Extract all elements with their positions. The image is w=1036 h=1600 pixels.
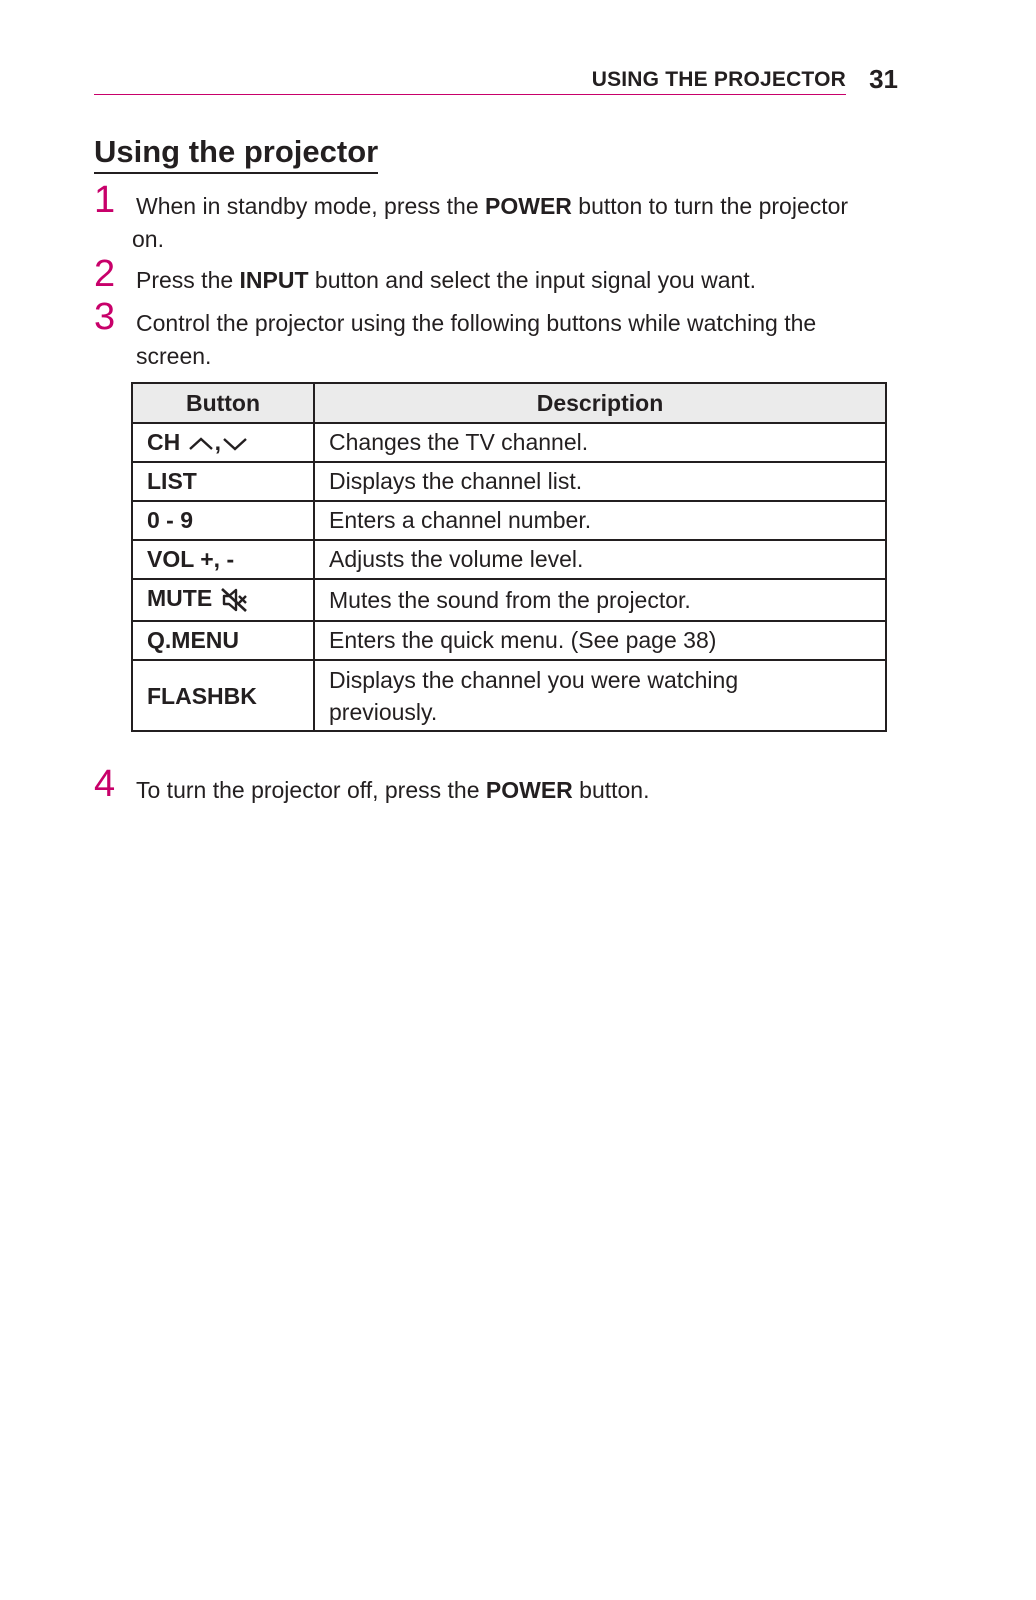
header-divider — [94, 94, 846, 95]
button-table — [131, 382, 887, 732]
step-text-pre: To turn the projector off, press the — [136, 777, 486, 803]
chevron-down-icon — [221, 434, 249, 454]
description-cell: Displays the channel list. — [314, 462, 886, 501]
page-title: Using the projector — [94, 134, 378, 174]
table-row — [132, 660, 886, 731]
header-section-title: USING THE PROJECTOR — [591, 68, 846, 91]
step-number: 2 — [94, 253, 116, 295]
description-cell: Mutes the sound from the projector. — [314, 579, 886, 621]
description-cell: Enters a channel number. — [314, 501, 886, 540]
button-label: MUTE — [147, 585, 213, 612]
table-row — [132, 540, 886, 579]
step-text-pre: When in standby mode, press the — [136, 193, 486, 219]
mute-icon — [219, 585, 249, 615]
button-cell — [132, 423, 314, 462]
button-cell: 0 - 9 — [132, 501, 314, 540]
step-text — [136, 264, 896, 297]
step-text — [136, 307, 896, 373]
description-cell: Adjusts the volume level. — [314, 540, 886, 579]
button-cell: VOL +, - — [132, 540, 314, 579]
step-text-pre: Control the projector using the following buttons while watching the — [136, 310, 817, 336]
button-cell: LIST — [132, 462, 314, 501]
table-row — [132, 423, 886, 462]
button-cell: Q.MENU — [132, 621, 314, 660]
button-cell — [132, 579, 314, 621]
step-text-bold: INPUT — [239, 267, 309, 293]
description-cell: Changes the TV channel. — [314, 423, 886, 462]
table-row — [132, 579, 886, 621]
description-cell: Displays the channel you were watching previously. — [314, 660, 886, 731]
step-number: 4 — [94, 763, 116, 805]
description-cell: Enters the quick menu. (See page 38) — [314, 621, 886, 660]
table-header-row — [132, 383, 886, 423]
column-header-button: Button — [132, 383, 314, 423]
chevron-up-icon — [187, 434, 215, 454]
page-number: 31 — [869, 64, 898, 94]
step-text-bold: POWER — [485, 193, 572, 219]
column-header-description: Description — [314, 383, 886, 423]
step-text-post: button. — [572, 777, 650, 803]
step-text-post: button to turn the projector — [571, 193, 849, 219]
step-text-pre: Press the — [136, 267, 240, 293]
step-number: 1 — [94, 179, 116, 221]
table-row — [132, 462, 886, 501]
step-number: 3 — [94, 296, 116, 338]
step-text-continued: screen. — [136, 343, 212, 369]
step-text-post: button and select the input signal you want. — [308, 267, 757, 293]
table-row — [132, 501, 886, 540]
button-separator: , — [214, 429, 222, 455]
step-text-continued: on. — [132, 226, 164, 252]
page-header — [94, 60, 898, 96]
step-text — [132, 190, 896, 256]
table-row — [132, 621, 886, 660]
button-label: CH — [147, 429, 181, 455]
step-text-bold: POWER — [485, 777, 573, 803]
button-cell: FLASHBK — [132, 660, 314, 731]
step-text — [136, 774, 896, 807]
